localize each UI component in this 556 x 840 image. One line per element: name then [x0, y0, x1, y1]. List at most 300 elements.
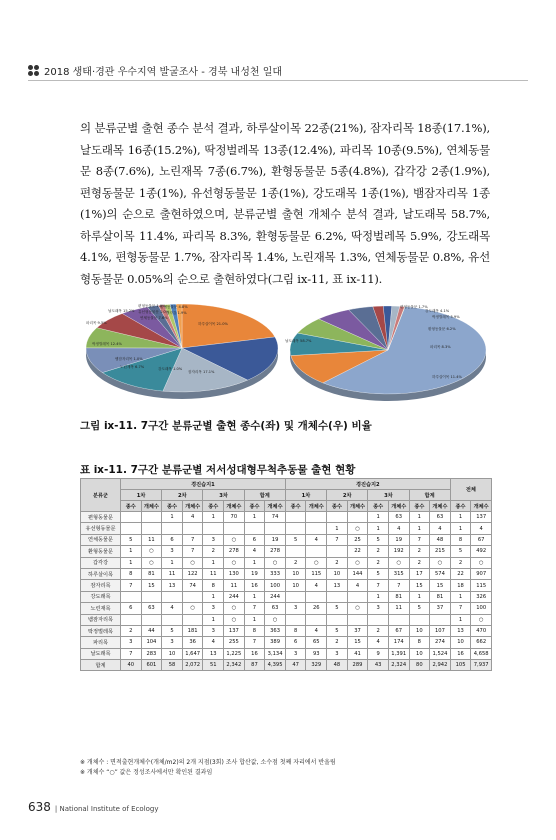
- table-cell: 16: [450, 648, 471, 659]
- table-cell: 10: [162, 648, 183, 659]
- pie-label: 갑각강 1.9%: [166, 311, 187, 315]
- col-header-individuals: 개체수: [182, 501, 203, 512]
- table-cell: [121, 614, 142, 625]
- table-cell: 470: [471, 625, 492, 636]
- table-cell: 3: [203, 534, 224, 545]
- table-cell: ○: [224, 603, 245, 614]
- table-cell: 100: [471, 603, 492, 614]
- pie-label: 연체동물문 7.6%: [140, 316, 168, 320]
- table-cell: 13: [203, 648, 224, 659]
- note-1: ※ 개체수 : 면적출현개체수(개체/m2)의 2개 지점(3회) 조사 합산값, 소수점 첫째 자리에서 반올림: [80, 759, 336, 766]
- table-cell: [347, 614, 368, 625]
- table-cell: 2,942: [430, 660, 451, 671]
- table-cell: 7: [388, 580, 409, 591]
- table-cell: 7: [368, 580, 389, 591]
- page-header: [28, 63, 528, 78]
- table-cell: 1: [121, 546, 142, 557]
- table-cell: 3: [121, 637, 142, 648]
- table-cell: 15: [141, 580, 162, 591]
- table-cell: 67: [388, 625, 409, 636]
- pie-label: 하루살이목 11.4%: [432, 375, 462, 379]
- table-cell: [203, 523, 224, 534]
- table-cell: 122: [182, 568, 203, 579]
- table-cell: ○: [306, 557, 327, 568]
- table-cell: 4: [203, 637, 224, 648]
- table-cell: 244: [224, 591, 245, 602]
- right-pie-chart: [290, 306, 486, 401]
- table-cell: [141, 614, 162, 625]
- table-cell: 2: [409, 557, 430, 568]
- table-cell: 3: [203, 603, 224, 614]
- table-cell: 1: [121, 557, 142, 568]
- table-cell: [121, 512, 142, 523]
- table-cell: 51: [203, 660, 224, 671]
- table-row-label: 강도래목: [81, 591, 121, 602]
- table-cell: 1: [368, 512, 389, 523]
- table-cell: 174: [388, 637, 409, 648]
- table-cell: 4: [182, 512, 203, 523]
- table-cell: 41: [347, 648, 368, 659]
- table-cell: 8: [285, 625, 306, 636]
- col-header-individuals: 개체수: [224, 501, 245, 512]
- table-cell: 5: [121, 534, 142, 545]
- sub-header-row: [81, 501, 492, 512]
- table-cell: 1: [409, 523, 430, 534]
- table-cell: 1,647: [182, 648, 203, 659]
- table-cell: 389: [265, 637, 286, 648]
- table-cell: 278: [224, 546, 245, 557]
- col-header-individuals: 개체수: [430, 501, 451, 512]
- table-cell: [182, 523, 203, 534]
- table-cell: 7: [327, 534, 348, 545]
- col-header-individuals: 개체수: [388, 501, 409, 512]
- table-cell: 130: [224, 568, 245, 579]
- table-cell: 74: [182, 580, 203, 591]
- col-header-sum: 합계: [244, 490, 285, 501]
- table-cell: [327, 591, 348, 602]
- table-cell: [409, 614, 430, 625]
- table-cell: [182, 614, 203, 625]
- table-cell: 115: [306, 568, 327, 579]
- table-cell: 4: [368, 637, 389, 648]
- table-cell: 7: [121, 648, 142, 659]
- table-row-label: 유선형동물문: [81, 523, 121, 534]
- table-cell: 4: [306, 580, 327, 591]
- table-cell: 2: [327, 557, 348, 568]
- table-cell: 16: [244, 648, 265, 659]
- table-cell: 7: [450, 603, 471, 614]
- table-cell: 1: [244, 614, 265, 625]
- col-header-group: 분류군: [81, 479, 121, 512]
- table-cell: 907: [471, 568, 492, 579]
- table-row: [81, 591, 492, 602]
- table-cell: [347, 591, 368, 602]
- table-cell: [265, 523, 286, 534]
- col-header-site2: 경진습지2: [285, 479, 450, 490]
- footer-institute: | National Institute of Ecology: [54, 805, 159, 813]
- table-cell: 283: [141, 648, 162, 659]
- table-cell: [285, 591, 306, 602]
- table-cell: 19: [265, 534, 286, 545]
- table-cell: 47: [285, 660, 306, 671]
- pie-label: 하루살이목 21.0%: [198, 322, 228, 326]
- table-cell: 181: [182, 625, 203, 636]
- table-cell: 81: [430, 591, 451, 602]
- col-header-species: 종수: [409, 501, 430, 512]
- table-cell: 333: [265, 568, 286, 579]
- table-cell: 192: [388, 546, 409, 557]
- col-header-species: 종수: [368, 501, 389, 512]
- table-cell: ○: [265, 614, 286, 625]
- table-cell: ○: [347, 557, 368, 568]
- pie-label: 파리목 9.5%: [86, 321, 107, 325]
- table-cell: ○: [224, 614, 245, 625]
- pie-label: 편형동물문 1.7%: [400, 305, 428, 309]
- table-cell: 4: [388, 523, 409, 534]
- pie-label: 날도래목 15.2%: [108, 309, 135, 313]
- table-cell: 1: [244, 512, 265, 523]
- table-cell: ○: [347, 523, 368, 534]
- table-cell: 7: [182, 546, 203, 557]
- header-title: 2018 생태·경관 우수지역 발굴조사 - 경북 내성천 일대: [44, 67, 283, 78]
- table-cell: 7,937: [471, 660, 492, 671]
- table-cell: 1: [203, 591, 224, 602]
- table-cell: [327, 546, 348, 557]
- table-cell: 4: [162, 603, 183, 614]
- table-cell: 37: [430, 603, 451, 614]
- table-cell: 1: [450, 614, 471, 625]
- table-cell: ○: [182, 557, 203, 568]
- table-row: [81, 523, 492, 534]
- table-cell: 1: [368, 523, 389, 534]
- table-cell: 6: [244, 534, 265, 545]
- table-cell: 58: [162, 660, 183, 671]
- table-cell: [368, 614, 389, 625]
- table-cell: 10: [450, 637, 471, 648]
- table-cell: 5: [368, 568, 389, 579]
- table-cell: 26: [306, 603, 327, 614]
- header-divider: [28, 80, 528, 81]
- table-cell: [141, 512, 162, 523]
- table-cell: 40: [121, 660, 142, 671]
- table-cell: 63: [388, 512, 409, 523]
- table-cell: 1: [203, 557, 224, 568]
- table-cell: 13: [450, 625, 471, 636]
- table-cell: ○: [182, 603, 203, 614]
- col-header-species: 종수: [121, 501, 142, 512]
- table-cell: 2: [203, 546, 224, 557]
- table-cell: [224, 523, 245, 534]
- col-header-individuals: 개체수: [471, 501, 492, 512]
- table-total-row: [81, 660, 492, 671]
- table-cell: ○: [224, 534, 245, 545]
- col-header-round2: 2차: [162, 490, 203, 501]
- table-cell: 6: [121, 603, 142, 614]
- table-cell: 3: [203, 625, 224, 636]
- table-cell: 11: [388, 603, 409, 614]
- col-header-sum: 합계: [409, 490, 450, 501]
- pie-label: 딱정벌레목 5.9%: [432, 315, 460, 319]
- table-cell: 1: [244, 591, 265, 602]
- table-cell: 7: [244, 637, 265, 648]
- table-cell: 1: [450, 512, 471, 523]
- table-cell: [327, 614, 348, 625]
- table-row-label: 노린재목: [81, 603, 121, 614]
- table-cell: 7: [182, 534, 203, 545]
- table-cell: 3: [285, 603, 306, 614]
- table-cell: 8: [121, 568, 142, 579]
- table-cell: 105: [450, 660, 471, 671]
- table-cell: [306, 614, 327, 625]
- table-cell: 8: [450, 534, 471, 545]
- table-cell: 2: [368, 625, 389, 636]
- table-cell: 3: [162, 546, 183, 557]
- pie-label: 강도래목 4.1%: [425, 309, 450, 313]
- table-cell: 5: [327, 625, 348, 636]
- table-cell: 15: [430, 580, 451, 591]
- table-cell: 244: [265, 591, 286, 602]
- pie-label: 파리목 8.3%: [430, 345, 451, 349]
- table-row: [81, 534, 492, 545]
- table-cell: 36: [182, 637, 203, 648]
- table-cell: 4,395: [265, 660, 286, 671]
- table-cell: 5: [450, 546, 471, 557]
- table-row-label: 잠자리목: [81, 580, 121, 591]
- col-header-species: 종수: [285, 501, 306, 512]
- table-cell: 4: [306, 625, 327, 636]
- table-cell: 44: [141, 625, 162, 636]
- table-cell: 5: [368, 534, 389, 545]
- table-cell: 215: [430, 546, 451, 557]
- table-row: [81, 557, 492, 568]
- table-cell: [306, 512, 327, 523]
- col-header-round3: 3차: [203, 490, 244, 501]
- table-cell: 3: [327, 648, 348, 659]
- table-cell: 74: [265, 512, 286, 523]
- table-row: [81, 603, 492, 614]
- col-header-individuals: 개체수: [141, 501, 162, 512]
- table-cell: 1: [450, 591, 471, 602]
- table-cell: 1: [450, 523, 471, 534]
- species-table: [80, 478, 492, 671]
- table-cell: 4: [347, 580, 368, 591]
- table-cell: 11: [203, 568, 224, 579]
- table-cell: 662: [471, 637, 492, 648]
- table-cell: 1: [409, 591, 430, 602]
- table-cell: 7: [409, 534, 430, 545]
- body-paragraph: 의 분류군별 출현 종수 분석 결과, 하루살이목 22종(21%), 잠자리목 18종(17.1%), 날도래목 16종(15.2%), 딱정벌레목 13종(12.4%), 파리목 10종(9.5%), 연체동물문 8종(7.6%), 노린재목 7종(6.7%), 환형동물문 5종(4.8%), 갑각강 2종(1.9%), 편형동물문 1종(1%), 유선형동물문 1종(1%), 강도래목 1종(1%), 뱀잠자리목 1종(1%)의 순으로 출현하였으며, 분류군별 출현 개체수 분석 결과, 날도래목 58.7%, 하루살이목 11.4%, 파리목 8.3%, 환형동물문 6.2%, 딱정벌레목 5.9%, 강도래목 4.1%, 편형동물문 1.7%, 잠자리목 1.4%, 노린재목 1.3%, 연체동물문 0.8%, 유선형동물문 0.05%의 순으로 출현하였다(그림 ⅸ-11, 표 ⅸ-11).: [80, 121, 490, 286]
- pie-charts: [80, 300, 490, 405]
- pie-label: 환형동물문 6.2%: [428, 327, 456, 331]
- table-cell: 22: [450, 568, 471, 579]
- table-cell: 255: [224, 637, 245, 648]
- table-cell: 2: [121, 625, 142, 636]
- col-header-species: 종수: [327, 501, 348, 512]
- table-cell: 11: [162, 568, 183, 579]
- table-cell: 8: [203, 580, 224, 591]
- table-row-label: 날도래목: [81, 648, 121, 659]
- col-header-species: 종수: [450, 501, 471, 512]
- table-cell: 6: [162, 534, 183, 545]
- table-cell: 48: [327, 660, 348, 671]
- table-cell: 2: [285, 557, 306, 568]
- col-header-site1: 경진습지1: [121, 479, 286, 490]
- table-cell: 315: [388, 568, 409, 579]
- table-cell: 107: [430, 625, 451, 636]
- table-row: [81, 637, 492, 648]
- table-cell: 15: [409, 580, 430, 591]
- table-cell: 4: [244, 546, 265, 557]
- pie-label: 강도래목 1.0%: [158, 367, 183, 371]
- table-cell: 80: [409, 660, 430, 671]
- table-row-label: 합계: [81, 660, 121, 671]
- table-cell: 4,658: [471, 648, 492, 659]
- table-cell: ○: [471, 614, 492, 625]
- table-cell: 3: [368, 603, 389, 614]
- table-cell: 137: [471, 512, 492, 523]
- table-cell: 115: [471, 580, 492, 591]
- table-cell: 87: [244, 660, 265, 671]
- col-header-individuals: 개체수: [306, 501, 327, 512]
- table-cell: 1,225: [224, 648, 245, 659]
- table-cell: 10: [285, 580, 306, 591]
- table-cell: [306, 523, 327, 534]
- table-cell: 7: [244, 603, 265, 614]
- table-cell: 10: [327, 568, 348, 579]
- table-cell: 3,134: [265, 648, 286, 659]
- table-cell: 1: [203, 614, 224, 625]
- table-cell: 1: [244, 557, 265, 568]
- table-cell: 274: [430, 637, 451, 648]
- table-cell: 1: [409, 512, 430, 523]
- table-row: [81, 648, 492, 659]
- col-header-round1: 1차: [121, 490, 162, 501]
- table-cell: 2,342: [224, 660, 245, 671]
- table-cell: 81: [141, 568, 162, 579]
- col-header-all: 전체: [450, 479, 491, 501]
- table-cell: 5: [162, 625, 183, 636]
- table-cell: [327, 512, 348, 523]
- table-cell: 492: [471, 546, 492, 557]
- table-cell: 104: [141, 637, 162, 648]
- table-cell: 100: [265, 580, 286, 591]
- table-cell: 1: [327, 523, 348, 534]
- table-cell: 10: [409, 625, 430, 636]
- table-cell: [388, 614, 409, 625]
- col-header-round2: 2차: [327, 490, 368, 501]
- table-row-label: 갑각강: [81, 557, 121, 568]
- page-number: 638: [28, 800, 51, 814]
- table-cell: 37: [347, 625, 368, 636]
- table-row-label: 연체동물문: [81, 534, 121, 545]
- table-cell: 1,391: [388, 648, 409, 659]
- table-cell: [285, 512, 306, 523]
- table-cell: 81: [388, 591, 409, 602]
- table-cell: [306, 591, 327, 602]
- note-2: ※ 개체수 “○” 값은 정성조사에서만 확인된 결과임: [80, 769, 213, 776]
- table-cell: 2: [368, 557, 389, 568]
- pie-label: 유선형동물문 1.0%: [138, 310, 170, 314]
- table-cell: 1,524: [430, 648, 451, 659]
- table-cell: 67: [471, 534, 492, 545]
- col-header-round3: 3차: [368, 490, 409, 501]
- table-row: [81, 512, 492, 523]
- table-cell: 289: [347, 660, 368, 671]
- pie-label: 환형동물문 4.8%: [160, 305, 188, 309]
- table-cell: ○: [224, 557, 245, 568]
- table-cell: 2,072: [182, 660, 203, 671]
- pie-label: 잠자리목 17.1%: [188, 370, 215, 374]
- table-cell: [141, 523, 162, 534]
- pie-label: 노린재목 6.7%: [120, 365, 145, 369]
- table-cell: [162, 614, 183, 625]
- table-row-label: 하루살이목: [81, 568, 121, 579]
- table-cell: 2: [327, 637, 348, 648]
- table-row: [81, 614, 492, 625]
- table-cell: 326: [471, 591, 492, 602]
- table-row: [81, 625, 492, 636]
- table-cell: 5: [409, 603, 430, 614]
- pie-label: 날도래목 58.7%: [285, 339, 312, 343]
- table-cell: 13: [162, 580, 183, 591]
- table-cell: 329: [306, 660, 327, 671]
- table-cell: 144: [347, 568, 368, 579]
- col-header-species: 종수: [162, 501, 183, 512]
- table-cell: 574: [430, 568, 451, 579]
- table-cell: 19: [244, 568, 265, 579]
- table-cell: 16: [244, 580, 265, 591]
- table-cell: 3: [285, 648, 306, 659]
- table-cell: [162, 591, 183, 602]
- table-cell: [244, 523, 265, 534]
- table-cell: 2: [409, 546, 430, 557]
- table-cell: 137: [224, 625, 245, 636]
- table-cell: 5: [285, 534, 306, 545]
- table-cell: 10: [409, 648, 430, 659]
- figure-caption: 그림 ⅸ-11. 7구간 분류군별 출현 종수(좌) 및 개체수(우) 비율: [80, 420, 372, 432]
- table-cell: ○: [471, 557, 492, 568]
- table-cell: 1: [203, 512, 224, 523]
- table-cell: 1: [162, 512, 183, 523]
- table-body: [81, 512, 492, 671]
- table-cell: 10: [285, 568, 306, 579]
- table-cell: 18: [450, 580, 471, 591]
- col-header-round1: 1차: [285, 490, 326, 501]
- table-cell: [141, 591, 162, 602]
- table-cell: 278: [265, 546, 286, 557]
- table-cell: 43: [368, 660, 389, 671]
- table-cell: [306, 546, 327, 557]
- table-cell: 1: [162, 557, 183, 568]
- table-cell: 13: [327, 580, 348, 591]
- table-cell: 93: [306, 648, 327, 659]
- table-caption: 표 ⅸ-11. 7구간 분류군별 저서성대형무척추동물 출현 현황: [80, 464, 356, 476]
- table-cell: 48: [430, 534, 451, 545]
- table-cell: 63: [430, 512, 451, 523]
- table-cell: ○: [265, 557, 286, 568]
- table-cell: 19: [388, 534, 409, 545]
- header-dots-icon: [28, 65, 39, 76]
- table-row-label: 편형동물문: [81, 512, 121, 523]
- table-cell: 17: [409, 568, 430, 579]
- col-header-species: 종수: [203, 501, 224, 512]
- table-cell: 63: [265, 603, 286, 614]
- table-cell: [347, 512, 368, 523]
- table-cell: 2,324: [388, 660, 409, 671]
- table-cell: 7: [121, 580, 142, 591]
- table-cell: 9: [368, 648, 389, 659]
- table-cell: [285, 523, 306, 534]
